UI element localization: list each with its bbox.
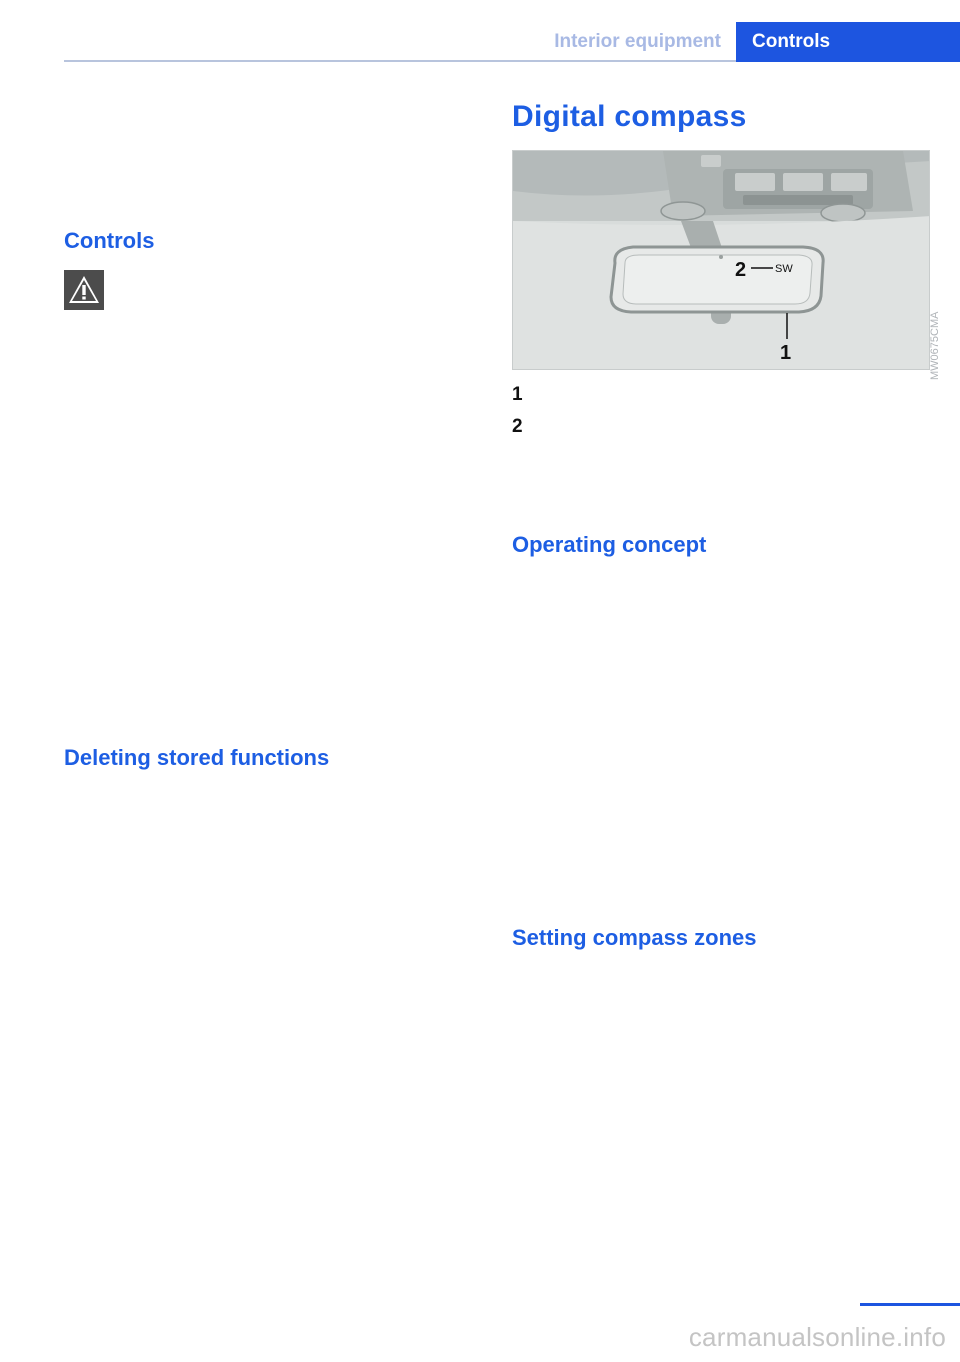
heading-deleting-stored-functions: Deleting stored functions xyxy=(64,745,330,770)
heading-setting-compass-zones: Setting compass zones xyxy=(512,925,757,950)
header-section-label[interactable]: Interior equipment xyxy=(554,31,721,52)
heading-operating-concept: Operating concept xyxy=(512,532,707,557)
legend-item-2: 2 xyxy=(512,416,523,437)
page-title-digital-compass: Digital compass xyxy=(512,100,747,133)
callout-2: 2 xyxy=(735,259,747,281)
watermark-text: carmanualsonline.info xyxy=(688,1322,946,1352)
compass-display-reading: SW xyxy=(775,263,793,275)
figure-image-code: MW0675CMA xyxy=(929,311,941,380)
footer-accent-rule xyxy=(860,1303,960,1306)
warning-icon xyxy=(64,270,104,310)
callout-1: 1 xyxy=(780,342,792,364)
heading-controls: Controls xyxy=(64,228,155,253)
header-tab-controls[interactable]: Controls xyxy=(736,22,960,62)
rearview-mirror-figure xyxy=(512,150,930,370)
legend-item-1: 1 xyxy=(512,384,523,405)
